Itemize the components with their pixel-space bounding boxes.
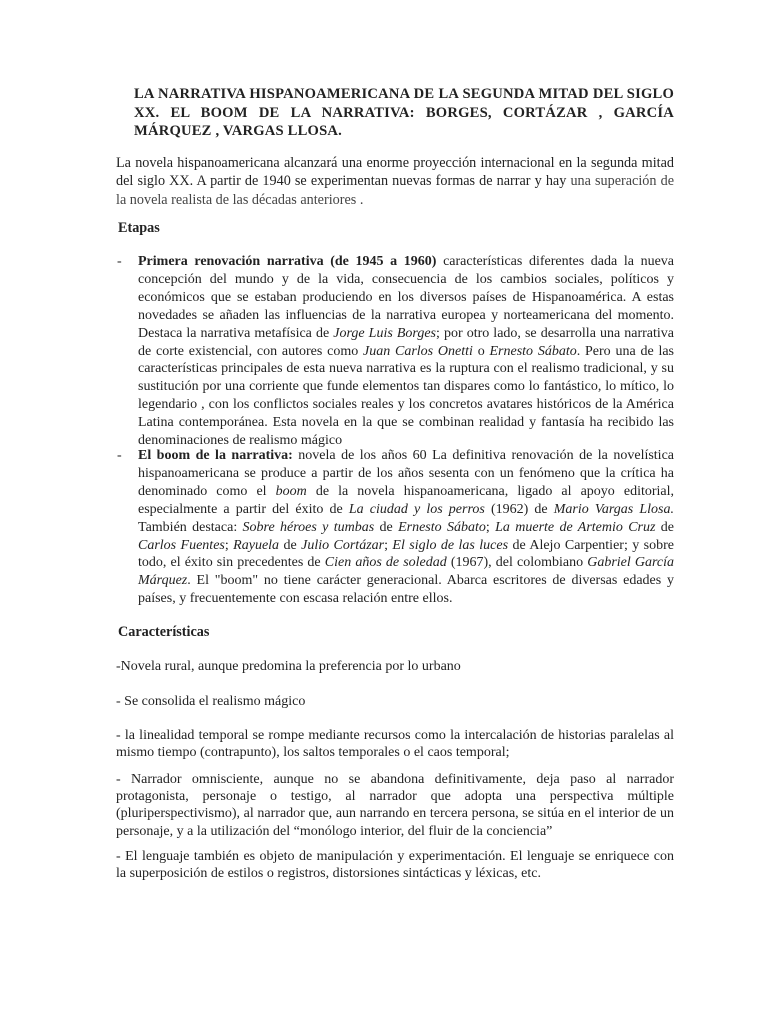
- intro-text: La novela hispanoamericana alcanzará una enorme proyección internacional en la segunda mitad del siglo XX. A partir de 1940 se experimentan nuevas formas de narrar y hay: [116, 155, 674, 190]
- etapa-text: ;: [384, 537, 393, 553]
- etapa-text: novela de los años 60 La definitiva renovación de la novelística hispanoamericana se produce a partir de los años sesenta con un fenómeno que la crítica ha denominado como el: [138, 448, 675, 499]
- etapas-heading: Etapas: [118, 220, 160, 236]
- italic-reference: Carlos Fuentes: [138, 537, 225, 553]
- etapa-text: ;: [224, 537, 234, 553]
- italic-reference: La ciudad y los perros: [348, 501, 485, 517]
- etapa-text: ; por otro lado, se desarrolla una narrativa de corte existencial, con autores como: [138, 325, 674, 359]
- etapa-text: de: [655, 519, 675, 535]
- etapa-item: [138, 447, 674, 608]
- etapa-text: . Pero una de las características principales de esta nueva narrativa es la ruptura con el realismo tradicional, y su sustitución por una corriente que funde elementos tan dispares como lo fantástico, lo mítico, lo legendario , con los conflictos sociales reales y los concretos avatares históricos de la América Latina contemporánea. Esta novela en la que se combinan realidad y fantasía ha recibido las denominaciones de realismo mágico: [138, 343, 674, 449]
- italic-reference: Juan Carlos Onetti: [363, 343, 473, 359]
- intro-highlight: una superación de la novela realista de las décadas anteriores .: [116, 173, 674, 208]
- etapa-text: de: [279, 537, 302, 553]
- etapa-heading-text: El boom de la narrativa:: [138, 448, 293, 463]
- caracteristica-paragraph: - Narrador omnisciente, aunque no se abandona definitivamente, deja paso al narrador protagonista, personaje o testigo, al narrador que adopta una perspectiva múltiple (pluriperspectivismo), al narrador que, aun narrando en tercera persona, se sitúa en el interior de un personaje, y a la utilización del “monólogo interior, del fluir de la conciencia”: [116, 772, 674, 839]
- italic-reference: Julio Cortázar: [301, 537, 385, 553]
- caracteristica-paragraph: - El lenguaje también es objeto de manipulación y experimentación. El lenguaje se enriquece con la superposición de estilos o registros, distorsiones sintácticas y léxicas, etc.: [116, 849, 674, 882]
- caracteristica-paragraph: - la linealidad temporal se rompe mediante recursos como la intercalación de historias paralelas al mismo tiempo (contrapunto), los saltos temporales o el caos temporal;: [116, 728, 674, 761]
- italic-reference: boom: [275, 483, 307, 499]
- etapa-text: . El "boom" no tiene carácter generacional. Abarca escritores de diversas edades y países, y frecuentemente con escasa relación entre ellos.: [138, 573, 674, 607]
- caracteristicas-heading: Características: [118, 624, 210, 640]
- bullet-marker: -: [117, 254, 122, 269]
- etapa-text: o: [472, 343, 490, 359]
- document-title: LA NARRATIVA HISPANOAMERICANA DE LA SEGUNDA MITAD DEL SIGLO XX. EL BOOM DE LA NARRATIVA: BORGES, CORTÁZAR , GARCÍA MÁRQUEZ , VARGAS LLOSA.: [134, 86, 674, 139]
- etapa-text: (1962) de: [484, 501, 554, 517]
- etapa-text: de: [374, 519, 399, 535]
- italic-reference: Gabriel García Márquez: [138, 555, 675, 589]
- italic-reference: Mario Vargas Llosa.: [553, 501, 674, 517]
- etapa-text: de la novela hispanoamericana, ligado al apoyo editorial, especialmente a partir del éxito de: [138, 483, 675, 517]
- italic-reference: Jorge Luis Borges: [333, 325, 436, 341]
- italic-reference: Sobre héroes y tumbas: [242, 519, 375, 535]
- italic-reference: La muerte de Artemio Cruz: [495, 519, 656, 535]
- etapa-text: También destaca:: [138, 519, 243, 535]
- caracteristica-paragraph: -Novela rural, aunque predomina la preferencia por lo urbano: [116, 659, 461, 674]
- etapa-item: [138, 253, 674, 450]
- etapa-text: (1967), del colombiano: [446, 555, 588, 571]
- intro-paragraph: [116, 154, 674, 209]
- etapa-text: características diferentes dada la nueva concepción del mundo y de la vida, consecuencia de los cambios sociales, políticos y económicos que se estaban produciendo en los diversos países de Hispanoamérica. A estas novedades se añaden las influencias de la narrativa europea y norteamericana del momento. Destaca la narrativa metafísica de: [138, 254, 674, 341]
- italic-reference: Cien años de soledad: [324, 555, 447, 571]
- italic-reference: Ernesto Sábato: [398, 519, 486, 535]
- italic-reference: Rayuela: [233, 537, 280, 553]
- caracteristica-paragraph: - Se consolida el realismo mágico: [116, 694, 306, 709]
- italic-reference: Ernesto Sábato: [489, 343, 577, 359]
- etapa-heading-text: Primera renovación narrativa (de 1945 a 1960): [138, 254, 437, 269]
- italic-reference: El siglo de las luces: [392, 537, 509, 553]
- etapa-text: ;: [485, 519, 496, 535]
- bullet-marker: -: [117, 448, 122, 463]
- etapa-text: de Alejo Carpentier; y sobre todo, el éxito sin precedentes de: [138, 537, 674, 571]
